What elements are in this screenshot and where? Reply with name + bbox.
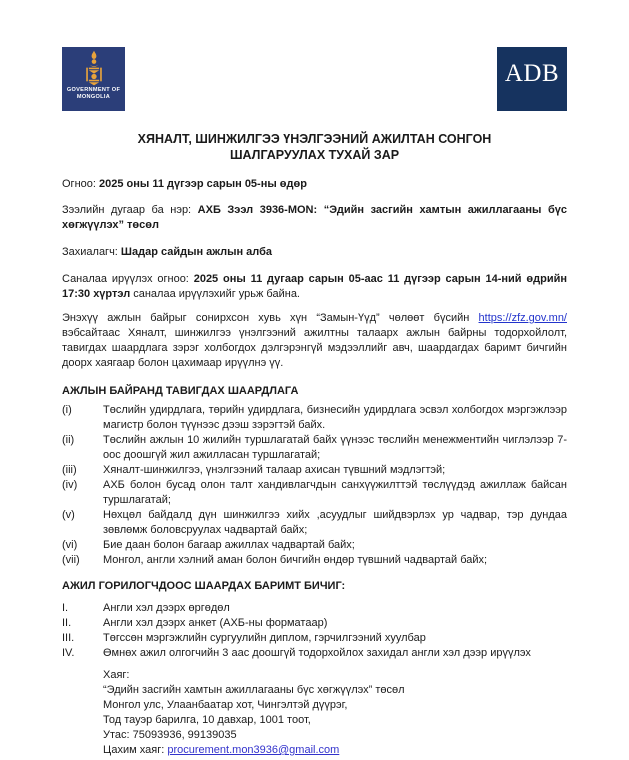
zfz-website-link[interactable]: https://zfz.gov.mn/ xyxy=(478,312,567,324)
deadline-label: Саналаа ирүүлэх огноо: xyxy=(62,273,194,285)
documents-heading: АЖИЛ ГОРИЛОГЧДООС ШААРДАХ БАРИМТ БИЧИГ: xyxy=(62,580,346,592)
list-marker: (i) xyxy=(62,404,72,416)
document-item xyxy=(62,646,567,661)
list-marker: (vi) xyxy=(62,539,78,551)
gov-logo-text xyxy=(67,87,120,101)
list-text: АХБ болон бусад олон талт хандивлагчдын санхүүжилттэй төслүүдэд ажиллаж байсан туршлагатай; xyxy=(103,479,567,506)
address-label: Хаяг: xyxy=(103,669,130,681)
requirements-heading: АЖЛЫН БАЙРАНД ТАВИГДАХ ШААРДЛАГА xyxy=(62,385,299,397)
list-marker: (iv) xyxy=(62,479,78,491)
client-label: Захиалагч: xyxy=(62,246,121,258)
address-block xyxy=(103,668,567,758)
page-title xyxy=(62,131,567,163)
requirement-item xyxy=(62,508,567,538)
document-item xyxy=(62,616,567,631)
requirement-item xyxy=(62,403,567,433)
date-line xyxy=(62,177,567,192)
loan-value: АХБ Зээл 3936-MON: “Эдийн засгийн хамтын ажиллагааны бүс хөгжүүлэх” төсөл xyxy=(62,204,567,231)
list-marker: I. xyxy=(62,602,69,614)
list-text: Бие даан болон багаар ажиллах чадвартай байх; xyxy=(103,539,355,551)
requirement-item xyxy=(62,553,567,568)
intro-paragraph xyxy=(62,311,567,371)
requirement-item xyxy=(62,463,567,478)
list-text: Төслийн ажлын 10 жилийн туршлагатай байх үүнээс төслийн менежментийн чиглэлээр 7-оос доошгүй жил ажилласан туршлагатай; xyxy=(103,434,567,461)
list-marker: (v) xyxy=(62,509,75,521)
gov-logo-text-line1: GOVERNMENT OF xyxy=(66,87,121,93)
address-line: Монгол улс, Улаанбаатар хот, Чингэлтэй дүүрэг, xyxy=(103,699,348,711)
address-email-line xyxy=(103,743,567,758)
email-label: Цахим хаяг: xyxy=(103,744,168,756)
address-line: Тод тауэр барилга, 10 давхар, 1001 тоот, xyxy=(103,714,311,726)
page-title-line1: ХЯНАЛТ, ШИНЖИЛГЭЭ ҮНЭЛГЭЭНИЙ АЖИЛТАН СОНГОН xyxy=(137,132,492,146)
list-marker: III. xyxy=(62,632,75,644)
list-marker: (iii) xyxy=(62,464,77,476)
soyombo-emblem-icon xyxy=(83,50,105,86)
documents-list xyxy=(62,601,567,661)
document-header xyxy=(62,47,567,111)
page-title-line2: ШАЛГАРУУЛАХ ТУХАЙ ЗАР xyxy=(229,148,400,162)
requirement-item xyxy=(62,433,567,463)
adb-logo-text: ADB xyxy=(504,59,560,87)
address-line: Утас: 75093936, 99139035 xyxy=(103,729,237,741)
list-text: Төслийн удирдлага, төрийн удирдлага, бизнесийн удирдлага эсвэл холбогдох мэргэжлээр магистр болон түүнээс дээш зэрэгтэй байх. xyxy=(103,404,567,431)
loan-line xyxy=(62,203,567,233)
government-of-mongolia-logo xyxy=(62,47,125,111)
client-value: Шадар сайдын ажлын алба xyxy=(120,246,273,258)
intro-text-before: Энэхүү ажлын байрыг сонирхсон хувь хүн “Замын-Үүд” чөлөөт бүсийн xyxy=(62,312,479,324)
intro-text-after: вэбсайтаас Хяналт, шинжилгээ үнэлгээний ажилтны талаарх ажлын байрны тодорхойлолт, тавигдах шаардлага зэрэг холбогдох дэлгэрэнгүй мэдээллийг авч, шаардагдах баримт бичгийн доорх хаягаар болон цахимаар ирүүлнэ үү. xyxy=(62,327,567,369)
deadline-paragraph xyxy=(62,272,567,302)
loan-label: Зээлийн дугаар ба нэр: xyxy=(62,204,198,216)
adb-logo xyxy=(497,47,567,111)
requirement-item xyxy=(62,478,567,508)
deadline-suffix: саналаа ирүүлэхийг урьж байна. xyxy=(130,288,300,300)
client-line xyxy=(62,245,567,260)
date-value: 2025 оны 11 дүгээр сарын 05-ны өдөр xyxy=(99,178,307,190)
list-text: Төгссөн мэргэжлийн сургуулийн диплом, гэрчилгээний хуулбар xyxy=(103,632,426,644)
list-text: Нөхцөл байдалд дүн шинжилгээ хийх ,асуудлыг шийдвэрлэх ур чадвар, тэр дундаа зөвлөмж боловсруулах чадвартай байх; xyxy=(103,509,567,536)
document-item xyxy=(62,631,567,646)
address-line: “Эдийн засгийн хамтын ажиллагааны бүс хөгжүүлэх” төсөл xyxy=(103,684,405,696)
document-item xyxy=(62,601,567,616)
gov-logo-text-line2: MONGOLIA xyxy=(76,94,111,100)
list-text: Англи хэл дээрх өргөдөл xyxy=(103,602,230,614)
email-link[interactable]: procurement.mon3936@gmail.com xyxy=(167,744,340,756)
deadline-value: 2025 оны 11 дугаар сарын 05-аас 11 дүгээр сарын 14-ний өдрийн 17:30 хүртэл xyxy=(62,273,567,300)
list-marker: (ii) xyxy=(62,434,75,446)
list-text: Өмнөх ажил олгогчийн 3 аас доошгүй тодорхойлох захидал англи хэл дээр ирүүлэх xyxy=(103,647,531,659)
list-marker: II. xyxy=(62,617,72,629)
list-text: Хяналт-шинжилгээ, үнэлгээний талаар ахисан түвшний мэдлэгтэй; xyxy=(103,464,446,476)
list-text: Англи хэл дээрх анкет (АХБ-ны форматаар) xyxy=(103,617,328,629)
list-marker: (vii) xyxy=(62,554,80,566)
requirements-list xyxy=(62,403,567,568)
requirement-item xyxy=(62,538,567,553)
date-label: Огноо: xyxy=(62,178,99,190)
list-marker: IV. xyxy=(62,647,75,659)
list-text: Монгол, англи хэлний аман болон бичгийн өндөр түвшний чадвартай байх; xyxy=(103,554,488,566)
